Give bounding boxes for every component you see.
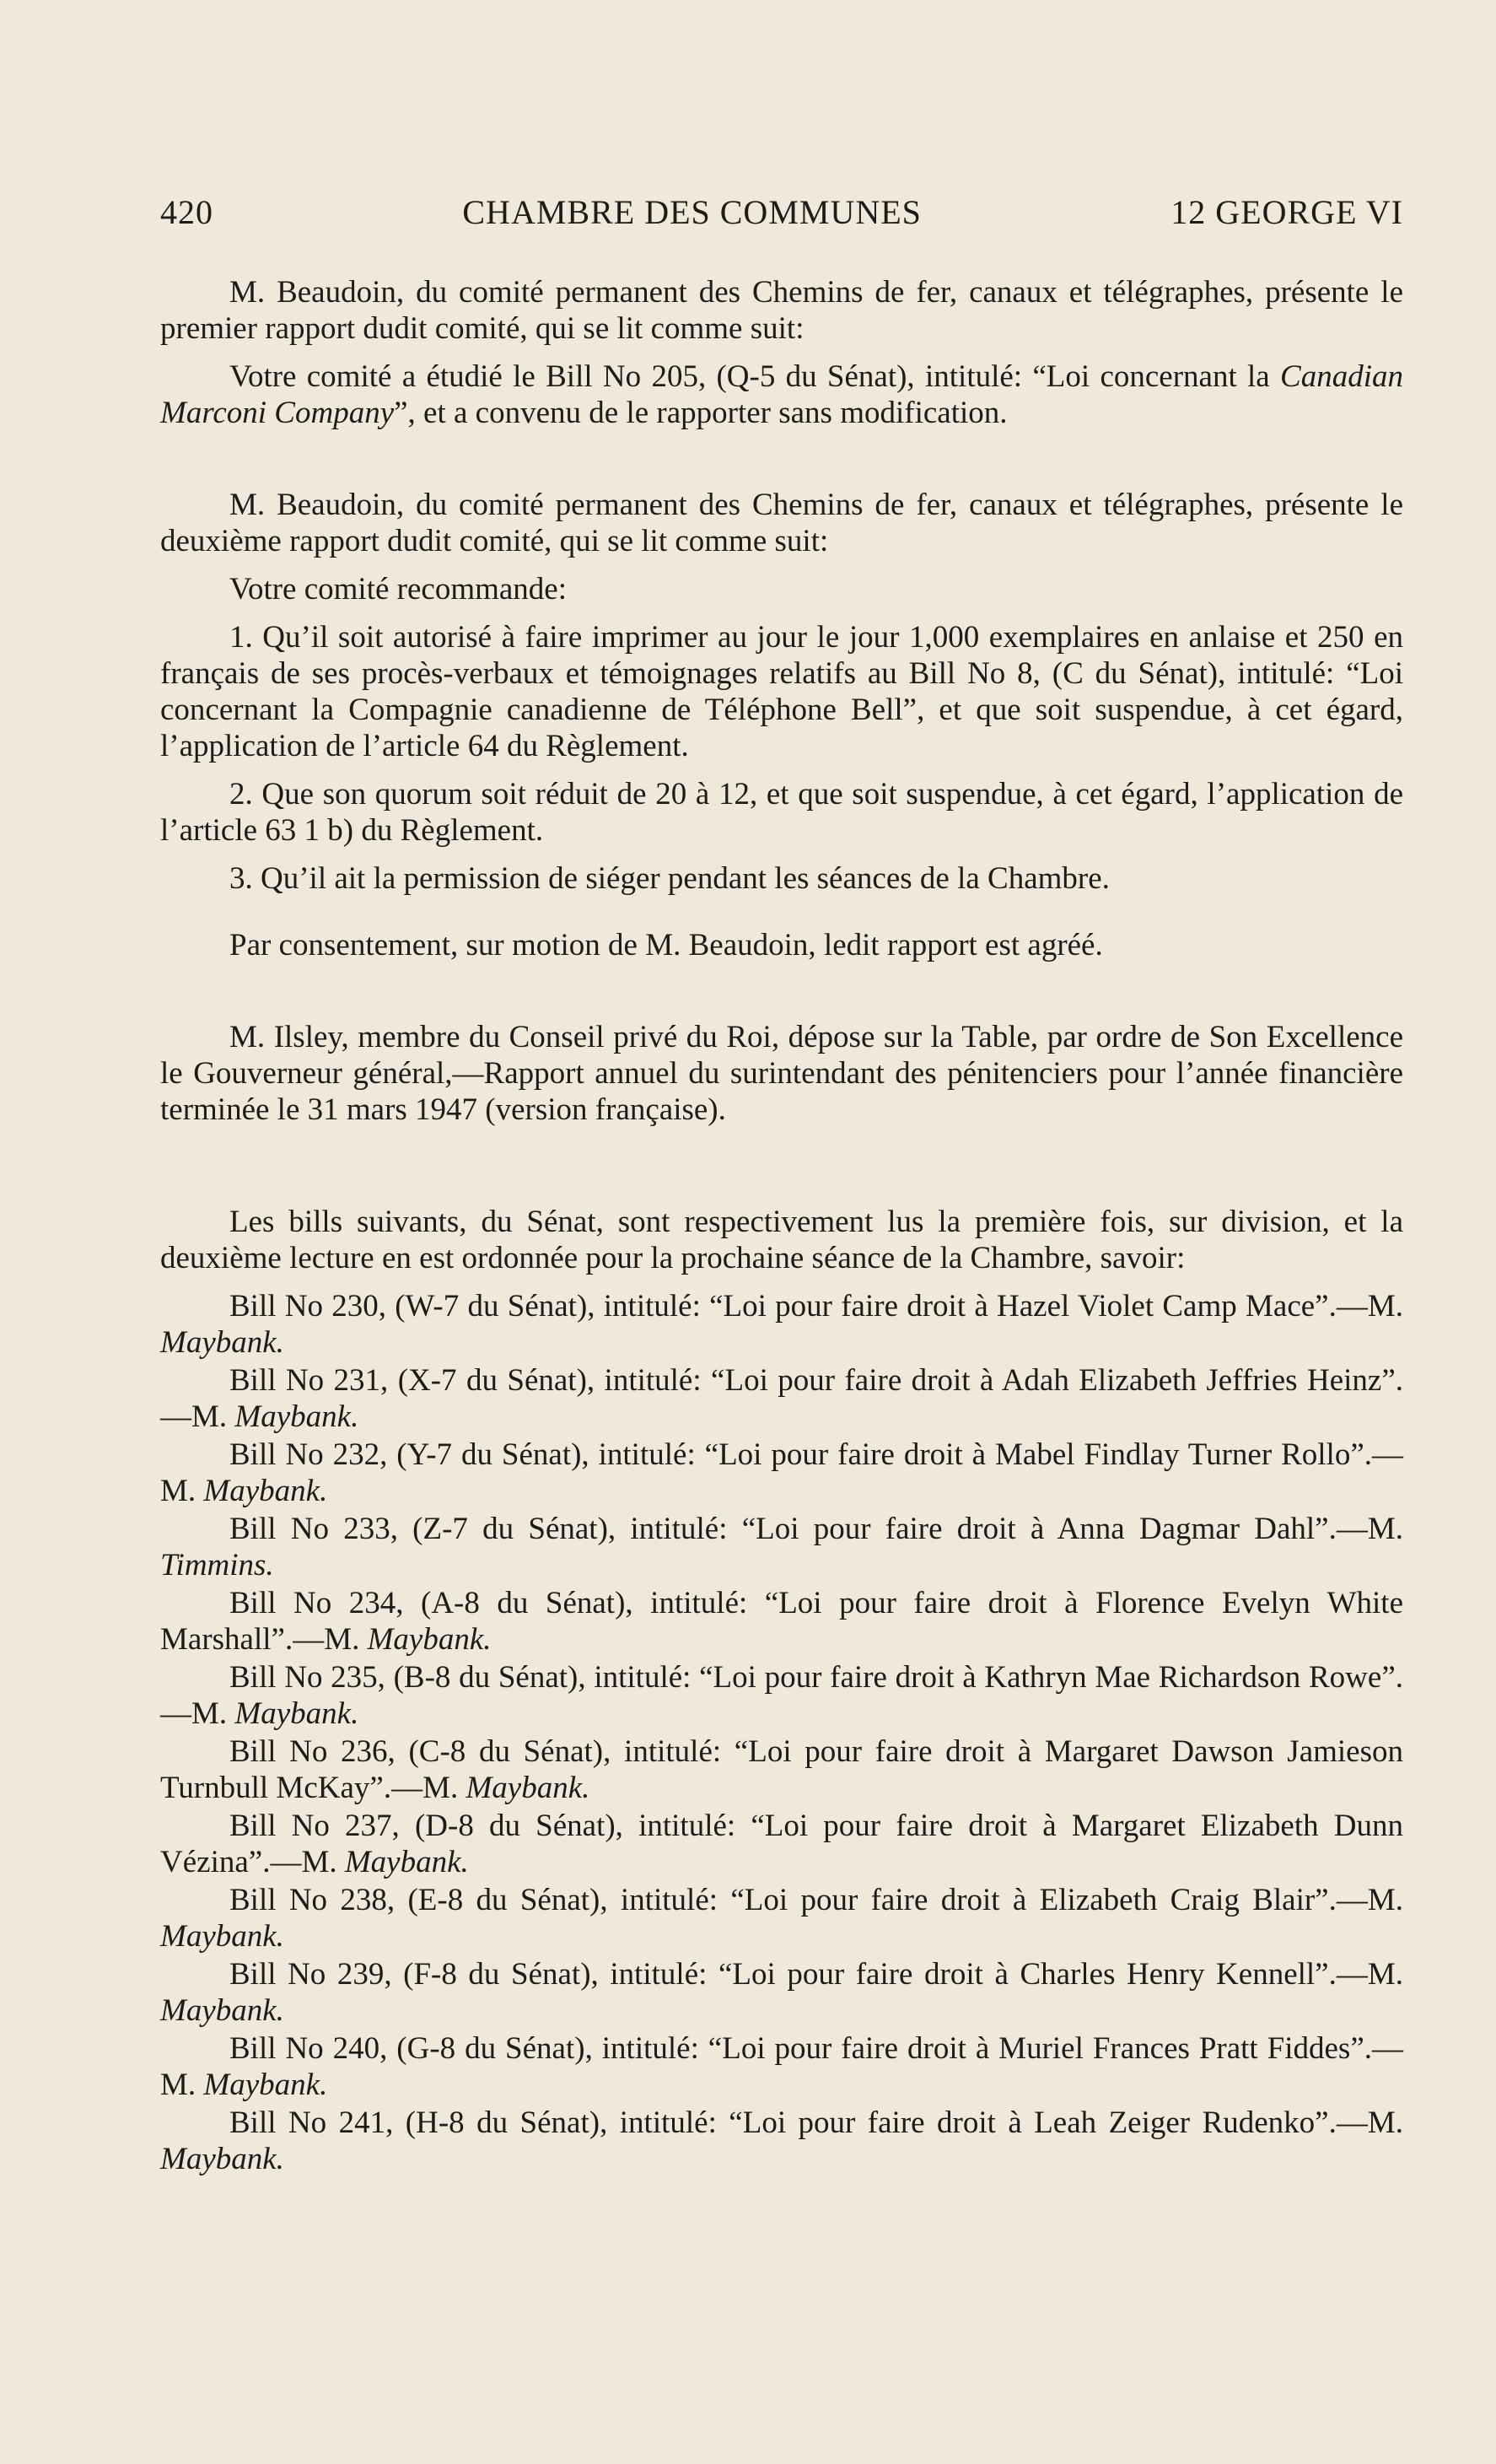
bill-text: Bill No 235, (B-8 du Sénat), intitulé: “Loi pour faire droit à Kathryn Mae Richardson Rowe”.—M. bbox=[160, 1660, 1403, 1731]
report1-body bbox=[160, 359, 1403, 431]
bill-text: Bill No 230, (W-7 du Sénat), intitulé: “Loi pour faire droit à Hazel Violet Camp Mace”.—M. bbox=[229, 1289, 1403, 1324]
bill-sponsor: Maybank. bbox=[203, 2068, 328, 2102]
bill-text: Bill No 240, (G-8 du Sénat), intitulé: “Loi pour faire droit à Muriel Frances Pratt Fiddes”.—M. bbox=[160, 2031, 1403, 2102]
bill-sponsor: Maybank. bbox=[160, 1993, 284, 2028]
bill-text: Bill No 241, (H-8 du Sénat), intitulé: “Loi pour faire droit à Leah Zeiger Rudenko”.—M. bbox=[229, 2105, 1403, 2140]
regnal-year: 12 GEORGE VI bbox=[1170, 193, 1403, 231]
bill-text: Bill No 238, (E-8 du Sénat), intitulé: “Loi pour faire droit à Elizabeth Craig Blair”.—M. bbox=[229, 1883, 1403, 1917]
bills-intro: Les bills suivants, du Sénat, sont respectivement lus la première fois, sur division, et la deuxième lecture en est ordonnée pour la prochaine séance de la Chambre, savoir: bbox=[160, 1205, 1403, 1275]
bill-sponsor: Timmins. bbox=[160, 1548, 274, 1582]
list-item bbox=[160, 1882, 1403, 1954]
running-title: CHAMBRE DES COMMUNES bbox=[462, 193, 922, 231]
bill-sponsor: Maybank. bbox=[234, 1399, 359, 1434]
report1-intro: M. Beaudoin, du comité permanent des Chemins de fer, canaux et télégraphes, présente le premier rapport dudit comité, qui se lit comme suit: bbox=[160, 275, 1403, 346]
report1-body-after: ”, et a convenu de le rapporter sans modification. bbox=[394, 396, 1008, 430]
list-item bbox=[160, 2105, 1403, 2177]
list-item bbox=[160, 1362, 1403, 1435]
list-item bbox=[160, 1585, 1403, 1658]
bill-text: Bill No 231, (X-7 du Sénat), intitulé: “Loi pour faire droit à Adah Elizabeth Jeffries Heinz”.—M. bbox=[160, 1363, 1403, 1434]
report1-body-before: Votre comité a étudié le Bill No 205, (Q-5 du Sénat), intitulé: “Loi concernant la bbox=[229, 359, 1281, 394]
bill-text: Bill No 237, (D-8 du Sénat), intitulé: “Loi pour faire droit à Margaret Elizabeth Dunn Vézina”.—M. bbox=[160, 1809, 1403, 1879]
page-header bbox=[160, 192, 1403, 232]
bill-text: Bill No 232, (Y-7 du Sénat), intitulé: “Loi pour faire droit à Mabel Findlay Turner Rollo”.—M. bbox=[160, 1437, 1403, 1508]
list-item bbox=[160, 1659, 1403, 1732]
page-number: 420 bbox=[160, 193, 213, 231]
list-item bbox=[160, 1511, 1403, 1583]
bills-list bbox=[160, 1288, 1403, 2177]
list-item bbox=[160, 1956, 1403, 2029]
tabling-paragraph: M. Ilsley, membre du Conseil privé du Roi, dépose sur la Table, par ordre de Son Excellence le Gouverneur général,—Rapport annuel du surintendant des pénitenciers pour l’année financière terminée le 31 mars 1947 (version française). bbox=[160, 1020, 1403, 1127]
bill-text: Bill No 239, (F-8 du Sénat), intitulé: “Loi pour faire droit à Charles Henry Kennell”.—M. bbox=[229, 1957, 1403, 1992]
list-item bbox=[160, 1437, 1403, 1509]
list-item bbox=[160, 1288, 1403, 1361]
report2-item-1: 1. Qu’il soit autorisé à faire imprimer au jour le jour 1,000 exemplaires en anlaise et 250 en français de ses procès-verbaux et témoignages relatifs au Bill No 8, (C du Sénat), intitulé: “Loi concernant la Compagnie canadienne de Téléphone Bell”, et que soit suspendue, à cet égard, l’application de l’article 64 du Règlement. bbox=[160, 620, 1403, 763]
report2-item-2: 2. Que son quorum soit réduit de 20 à 12, et que soit suspendue, à cet égard, l’application de l’article 63 1 b) du Règlement. bbox=[160, 777, 1403, 848]
report1-company-name: Canadian Marconi Company bbox=[160, 359, 1403, 430]
bill-text: Bill No 236, (C-8 du Sénat), intitulé: “Loi pour faire droit à Margaret Dawson Jamieson Turnbull McKay”.—M. bbox=[160, 1734, 1403, 1805]
bill-sponsor: Maybank. bbox=[160, 1919, 284, 1954]
report2-lead: Votre comité recommande: bbox=[229, 572, 568, 607]
list-item bbox=[160, 1733, 1403, 1806]
bill-sponsor: Maybank. bbox=[344, 1845, 469, 1879]
bill-sponsor: Maybank. bbox=[465, 1771, 590, 1805]
list-item bbox=[160, 1808, 1403, 1880]
bill-text: Bill No 233, (Z-7 du Sénat), intitulé: “Loi pour faire droit à Anna Dagmar Dahl”.—M. bbox=[229, 1512, 1403, 1546]
bill-sponsor: Maybank. bbox=[203, 1474, 328, 1508]
report2-item-3: 3. Qu’il ait la permission de siéger pendant les séances de la Chambre. bbox=[229, 861, 1110, 896]
bill-sponsor: Maybank. bbox=[367, 1622, 492, 1657]
bill-sponsor: Maybank. bbox=[234, 1696, 359, 1731]
report2-agreed: Par consentement, sur motion de M. Beaudoin, ledit rapport est agréé. bbox=[229, 928, 1103, 962]
bill-sponsor: Maybank. bbox=[160, 1325, 284, 1360]
list-item bbox=[160, 2030, 1403, 2103]
page-body bbox=[160, 274, 1403, 2177]
bill-sponsor: Maybank. bbox=[160, 2142, 284, 2176]
bill-text: Bill No 234, (A-8 du Sénat), intitulé: “Loi pour faire droit à Florence Evelyn White Marshall”.—M. bbox=[160, 1586, 1403, 1657]
report2-intro: M. Beaudoin, du comité permanent des Chemins de fer, canaux et télégraphes, présente le deuxième rapport dudit comité, qui se lit comme suit: bbox=[160, 488, 1403, 558]
